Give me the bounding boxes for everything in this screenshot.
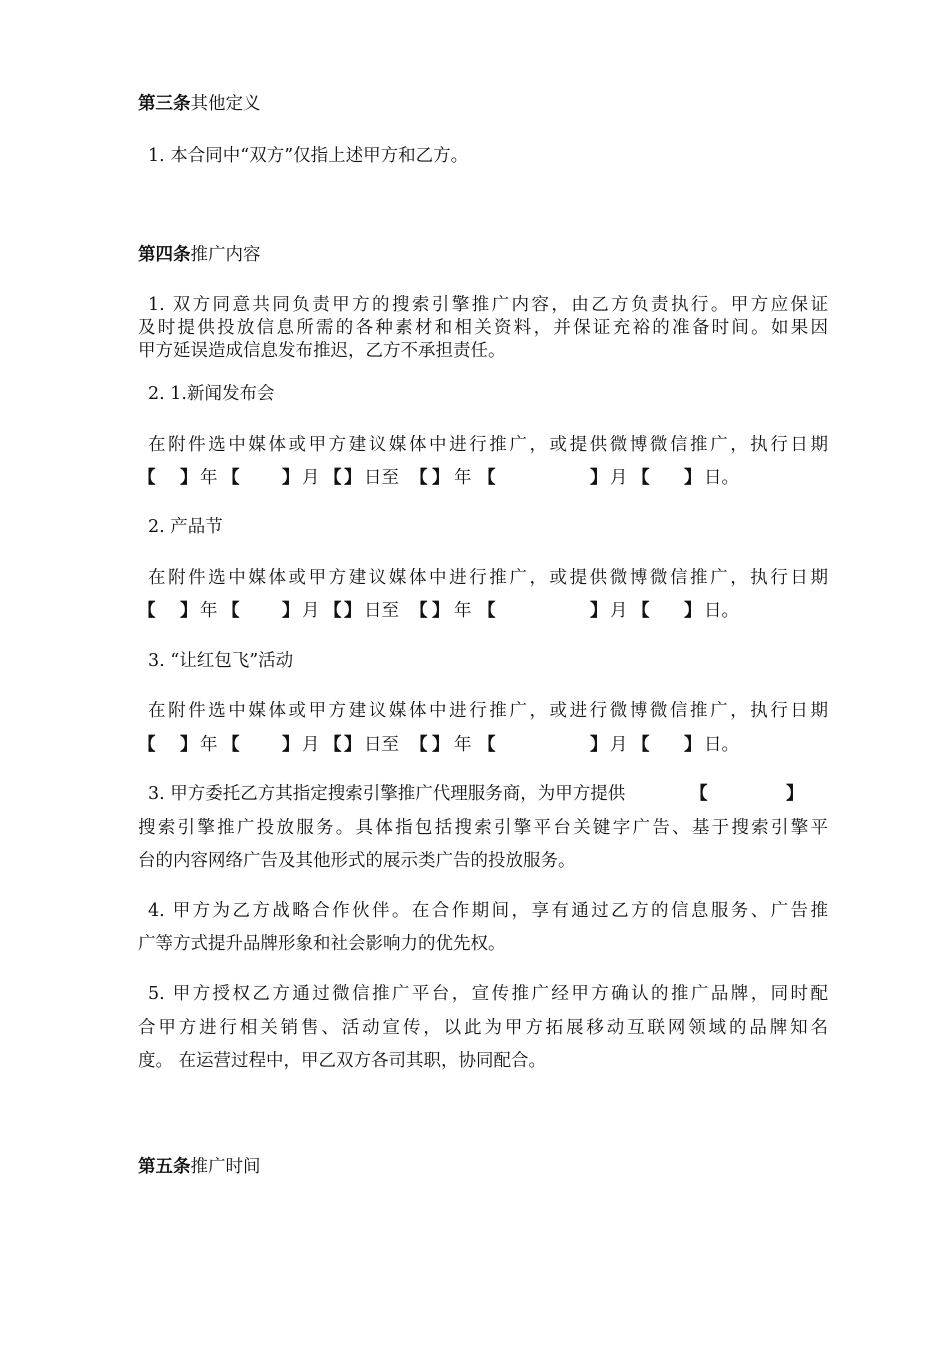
bracket-left: 【 <box>222 468 240 488</box>
bracket-right: 】 <box>344 468 362 488</box>
article-4-p4-line-2: 广等方式提升品牌形象和社会影响力的优先权。 <box>138 934 506 954</box>
day-to-label: 日至 <box>364 468 399 488</box>
day-end-label: 日。 <box>704 601 739 621</box>
bracket-right: 】 <box>432 468 450 488</box>
sub-item-2-text: 在附件选中媒体或甲方建议媒体中进行推广，或提供微博微信推广，执行日期 <box>148 568 828 588</box>
bracket-left: 【 <box>478 735 496 755</box>
article-4-p5-line-1: 5. 甲方授权乙方通过微信推广平台，宣传推广经甲方确认的推广品牌，同时配 <box>148 984 828 1004</box>
month-label: 月 <box>610 468 628 488</box>
p3-text: 3. 甲方委托乙方其指定搜索引擎推广代理服务商，为甲方提供 <box>148 784 626 804</box>
bracket-left: 【 <box>324 601 342 621</box>
bracket-left: 【 <box>478 601 496 621</box>
bracket-right: 】 <box>590 735 608 755</box>
bracket-left: 【 <box>410 601 428 621</box>
bracket-left: 【 <box>222 601 240 621</box>
bracket-left: 【 <box>478 468 496 488</box>
day-to-label: 日至 <box>364 735 399 755</box>
bracket-right: 】 <box>282 468 300 488</box>
sub-item-3-text: 在附件选中媒体或甲方建议媒体中进行推广，或进行微博微信推广，执行日期 <box>148 701 828 721</box>
article-4-p1-line-2: 及时提供投放信息所需的各种素材和相关资料，并保证充裕的准备时间。如果因 <box>138 318 828 338</box>
bracket-right: 】 <box>344 601 362 621</box>
article-number: 第五条 <box>138 1157 191 1177</box>
article-5-heading <box>138 1155 828 1179</box>
article-title: 其他定义 <box>190 94 261 114</box>
month-label: 月 <box>302 468 320 488</box>
bracket-left: 【 <box>138 735 156 755</box>
bracket-right: 】 <box>590 601 608 621</box>
bracket-right: 】 <box>282 601 300 621</box>
month-label: 月 <box>610 735 628 755</box>
article-4-p5-line-2: 合甲方进行相关销售、活动宣传，以此为甲方拓展移动互联网领域的品牌知名 <box>138 1018 828 1038</box>
year-label: 年 <box>454 735 472 755</box>
bracket-left: 【 <box>632 735 650 755</box>
bracket-left: 【 <box>690 784 708 804</box>
bracket-left: 【 <box>632 468 650 488</box>
bracket-left: 【 <box>138 468 156 488</box>
month-label: 月 <box>302 735 320 755</box>
year-label: 年 <box>200 468 218 488</box>
article-4-p3-line-1 <box>138 782 828 806</box>
article-4-item-2-title: 2. 1.新闻发布会 <box>148 384 275 404</box>
article-4-p4-line-1: 4. 甲方为乙方战略合作伙伴。在合作期间，享有通过乙方的信息服务、广告推 <box>148 901 828 921</box>
article-4-p1-line-1: 1. 双方同意共同负责甲方的搜索引擎推广内容，由乙方负责执行。甲方应保证 <box>148 295 828 315</box>
bracket-left: 【 <box>222 735 240 755</box>
bracket-left: 【 <box>632 601 650 621</box>
month-label: 月 <box>302 601 320 621</box>
bracket-left: 【 <box>138 601 156 621</box>
article-4-p3-line-2: 搜索引擎推广投放服务。具体指包括搜索引擎平台关键字广告、基于搜索引擎平 <box>138 818 828 838</box>
bracket-right: 】 <box>684 735 702 755</box>
article-title: 推广内容 <box>190 245 261 265</box>
bracket-left: 【 <box>324 735 342 755</box>
article-number: 第四条 <box>138 245 191 265</box>
sub-item-3-title: 3. “让红包飞”活动 <box>148 651 294 671</box>
article-3-item-1: 1. 本合同中“双方”仅指上述甲方和乙方。 <box>148 146 469 166</box>
bracket-left: 【 <box>324 468 342 488</box>
bracket-right: 】 <box>432 601 450 621</box>
article-4-heading <box>138 243 828 267</box>
bracket-right: 】 <box>684 468 702 488</box>
year-label: 年 <box>200 601 218 621</box>
bracket-right: 】 <box>180 601 198 621</box>
sub-item-1-text: 在附件选中媒体或甲方建议媒体中进行推广，或提供微博微信推广，执行日期 <box>148 435 828 455</box>
bracket-right: 】 <box>684 601 702 621</box>
article-title: 推广时间 <box>190 1157 261 1177</box>
bracket-right: 】 <box>180 468 198 488</box>
article-4-p5-line-3: 度。 在运营过程中，甲乙双方各司其职，协同配合。 <box>138 1051 547 1071</box>
bracket-right: 】 <box>590 468 608 488</box>
bracket-left: 【 <box>410 468 428 488</box>
bracket-right: 】 <box>432 735 450 755</box>
bracket-left: 【 <box>410 735 428 755</box>
article-4-p3-line-3: 台的内容网络广告及其他形式的展示类广告的投放服务。 <box>138 851 576 871</box>
day-to-label: 日至 <box>364 601 399 621</box>
bracket-right: 】 <box>344 735 362 755</box>
article-4-p1-line-3: 甲方延误造成信息发布推迟，乙方不承担责任。 <box>138 341 506 361</box>
year-label: 年 <box>454 601 472 621</box>
month-label: 月 <box>610 601 628 621</box>
sub-item-2-title: 2. 产品节 <box>148 517 223 537</box>
article-3-heading <box>138 92 828 116</box>
article-number: 第三条 <box>138 94 191 114</box>
bracket-right: 】 <box>180 735 198 755</box>
year-label: 年 <box>200 735 218 755</box>
bracket-right: 】 <box>786 784 804 804</box>
year-label: 年 <box>454 468 472 488</box>
day-end-label: 日。 <box>704 735 739 755</box>
day-end-label: 日。 <box>704 468 739 488</box>
bracket-right: 】 <box>282 735 300 755</box>
